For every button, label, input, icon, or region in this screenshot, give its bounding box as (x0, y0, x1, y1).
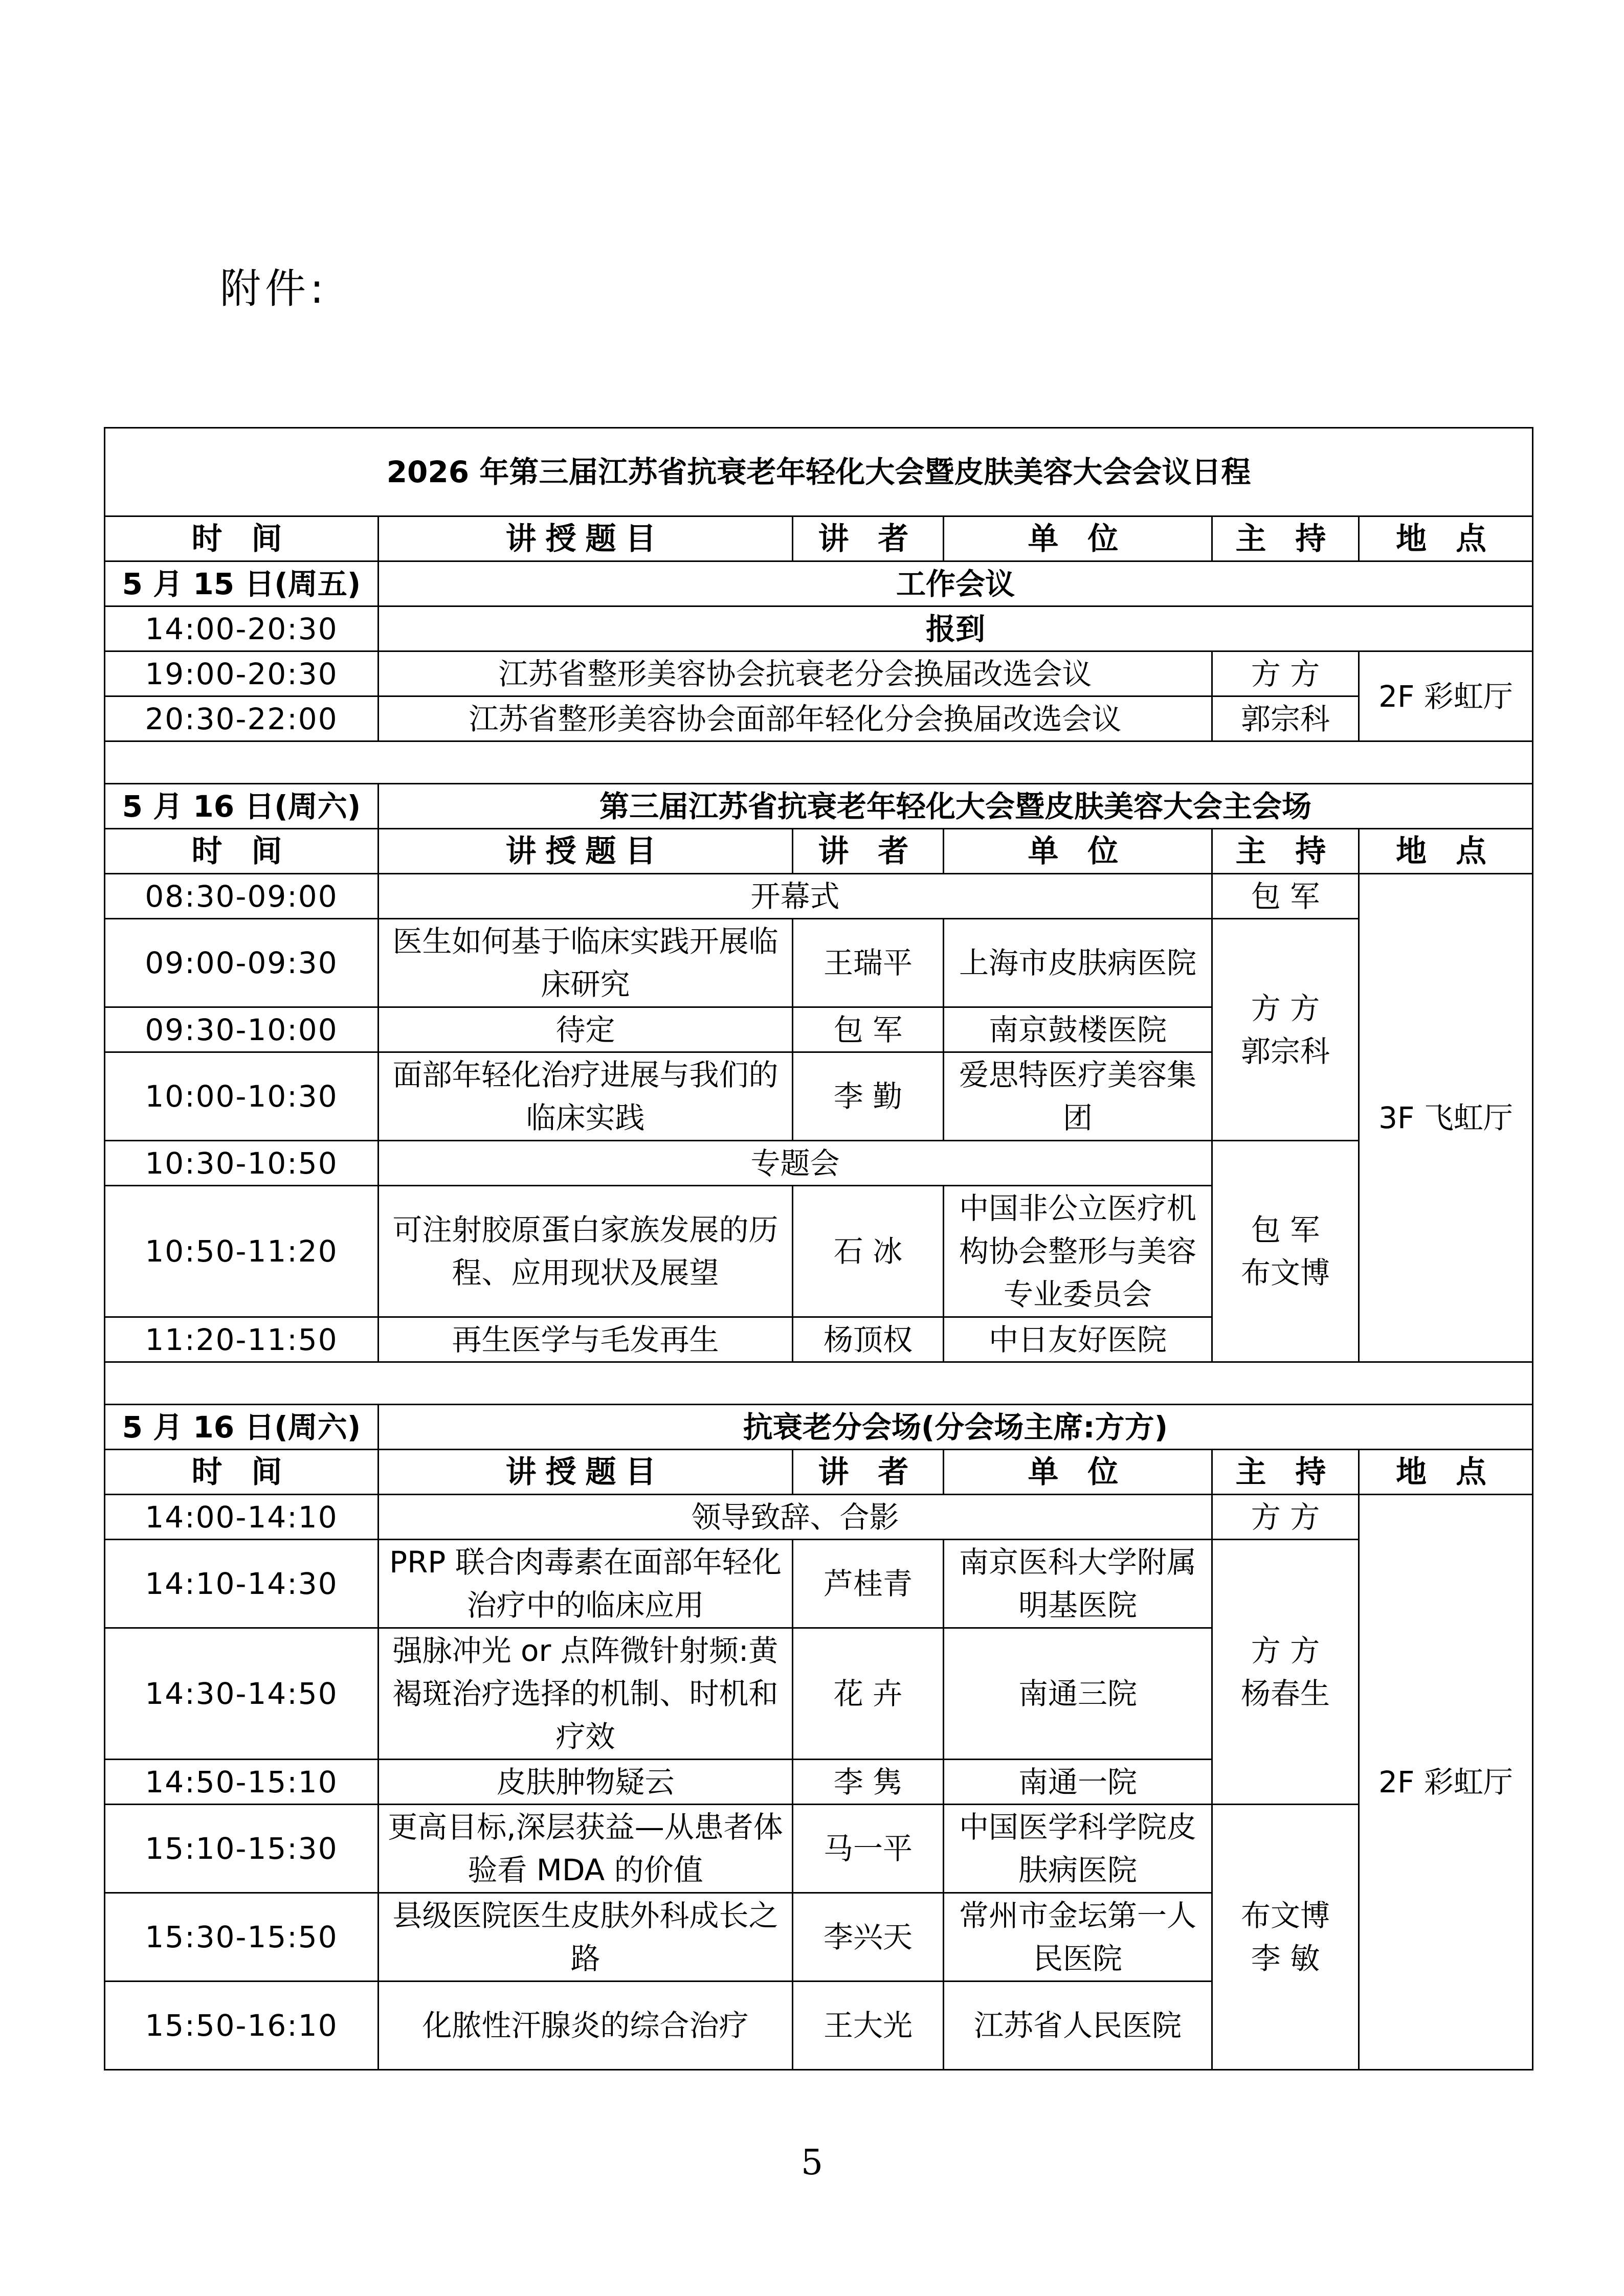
header-unit: 单 位 (944, 829, 1212, 874)
session-topic: PRP 联合肉毒素在面部年轻化治疗中的临床应用 (379, 1540, 793, 1628)
section-title: 抗衰老分会场(分会场主席:方方) (379, 1405, 1533, 1450)
session-time: 14:10-14:30 (105, 1540, 379, 1628)
session-time: 14:30-14:50 (105, 1628, 379, 1760)
session-speaker: 石 冰 (793, 1186, 944, 1317)
session-time: 10:30-10:50 (105, 1141, 379, 1186)
session-time: 09:30-10:00 (105, 1007, 379, 1052)
table-row (105, 1805, 1533, 1893)
session-unit: 常州市金坛第一人民医院 (944, 1893, 1212, 1982)
session-time: 14:00-20:30 (105, 606, 379, 651)
session-unit: 中国医学科学院皮肤病医院 (944, 1805, 1212, 1893)
day-row (105, 1405, 1533, 1450)
session-time: 15:50-16:10 (105, 1982, 379, 2070)
session-topic: 江苏省整形美容协会面部年轻化分会换届改选会议 (379, 696, 1212, 741)
table-row (105, 606, 1533, 651)
header-venue: 地 点 (1359, 829, 1533, 874)
session-time: 11:20-11:50 (105, 1317, 379, 1362)
header-speaker: 讲 者 (793, 516, 944, 561)
session-topic: 面部年轻化治疗进展与我们的临床实践 (379, 1052, 793, 1141)
session-topic: 专题会 (379, 1141, 1212, 1186)
session-topic: 报到 (379, 606, 1533, 651)
spacer-row (105, 741, 1533, 784)
spacer-cell (105, 741, 1533, 784)
session-topic: 江苏省整形美容协会抗衰老分会换届改选会议 (379, 651, 1212, 696)
session-unit: 南京鼓楼医院 (944, 1007, 1212, 1052)
table-row (105, 874, 1533, 919)
session-host: 方 方 杨春生 (1212, 1540, 1359, 1805)
session-host: 郭宗科 (1212, 696, 1359, 741)
title-row (105, 428, 1533, 516)
day-row (105, 561, 1533, 606)
session-topic: 再生医学与毛发再生 (379, 1317, 793, 1362)
header-host: 主 持 (1212, 1450, 1359, 1495)
session-host: 包 军 布文博 (1212, 1141, 1359, 1362)
table-row (105, 919, 1533, 1007)
day-date: 5 月 16 日(周六) (105, 1405, 379, 1450)
session-speaker: 杨顶权 (793, 1317, 944, 1362)
session-unit: 南通三院 (944, 1628, 1212, 1760)
session-speaker: 花 卉 (793, 1628, 944, 1760)
session-unit: 江苏省人民医院 (944, 1982, 1212, 2070)
session-topic: 领导致辞、合影 (379, 1495, 1212, 1540)
session-unit: 中国非公立医疗机构协会整形与美容专业委员会 (944, 1186, 1212, 1317)
session-unit: 爱思特医疗美容集团 (944, 1052, 1212, 1141)
header-venue: 地 点 (1359, 1450, 1533, 1495)
session-host: 方 方 (1212, 651, 1359, 696)
day-row (105, 784, 1533, 829)
session-topic: 待定 (379, 1007, 793, 1052)
header-speaker: 讲 者 (793, 1450, 944, 1495)
day-date: 5 月 16 日(周六) (105, 784, 379, 829)
session-topic: 皮肤肿物疑云 (379, 1760, 793, 1805)
session-speaker: 包 军 (793, 1007, 944, 1052)
session-time: 09:00-09:30 (105, 919, 379, 1007)
header-unit: 单 位 (944, 1450, 1212, 1495)
session-speaker: 李兴天 (793, 1893, 944, 1982)
session-host: 布文博 李 敏 (1212, 1805, 1359, 2070)
session-topic: 县级医院医生皮肤外科成长之路 (379, 1893, 793, 1982)
session-unit: 南京医科大学附属明基医院 (944, 1540, 1212, 1628)
session-topic: 化脓性汗腺炎的综合治疗 (379, 1982, 793, 2070)
session-time: 15:10-15:30 (105, 1805, 379, 1893)
header-venue: 地 点 (1359, 516, 1533, 561)
session-time: 14:00-14:10 (105, 1495, 379, 1540)
table-row (105, 651, 1533, 696)
schedule-title: 2026 年第三届江苏省抗衰老年轻化大会暨皮肤美容大会会议日程 (105, 428, 1533, 516)
spacer-cell (105, 1362, 1533, 1405)
header-speaker: 讲 者 (793, 829, 944, 874)
session-speaker: 李 勤 (793, 1052, 944, 1141)
day-date: 5 月 15 日(周五) (105, 561, 379, 606)
header-topic: 讲授题目 (379, 1450, 793, 1495)
session-time: 10:50-11:20 (105, 1186, 379, 1317)
header-unit: 单 位 (944, 516, 1212, 561)
header-time: 时 间 (105, 829, 379, 874)
session-host: 方 方 郭宗科 (1212, 919, 1359, 1141)
header-host: 主 持 (1212, 516, 1359, 561)
section-title: 工作会议 (379, 561, 1533, 606)
table-row (105, 1141, 1533, 1186)
session-speaker: 李 隽 (793, 1760, 944, 1805)
section-title: 第三届江苏省抗衰老年轻化大会暨皮肤美容大会主会场 (379, 784, 1533, 829)
session-time: 14:50-15:10 (105, 1760, 379, 1805)
session-venue: 2F 彩虹厅 (1359, 1495, 1533, 2070)
session-unit: 中日友好医院 (944, 1317, 1212, 1362)
session-topic: 开幕式 (379, 874, 1212, 919)
table-row (105, 696, 1533, 741)
page-number: 5 (800, 2143, 824, 2183)
spacer-row (105, 1362, 1533, 1405)
session-time: 15:30-15:50 (105, 1893, 379, 1982)
session-unit: 上海市皮肤病医院 (944, 919, 1212, 1007)
session-speaker: 芦桂青 (793, 1540, 944, 1628)
header-time: 时 间 (105, 1450, 379, 1495)
header-row (105, 516, 1533, 561)
schedule-table (104, 427, 1533, 2070)
header-time: 时 间 (105, 516, 379, 561)
session-unit: 南通一院 (944, 1760, 1212, 1805)
session-host: 包 军 (1212, 874, 1359, 919)
session-speaker: 王瑞平 (793, 919, 944, 1007)
session-topic: 可注射胶原蛋白家族发展的历程、应用现状及展望 (379, 1186, 793, 1317)
session-time: 08:30-09:00 (105, 874, 379, 919)
session-host: 方 方 (1212, 1495, 1359, 1540)
header-host: 主 持 (1212, 829, 1359, 874)
session-time: 10:00-10:30 (105, 1052, 379, 1141)
session-venue: 3F 飞虹厅 (1359, 874, 1533, 1362)
header-row (105, 1450, 1533, 1495)
table-row (105, 1495, 1533, 1540)
session-time: 19:00-20:30 (105, 651, 379, 696)
session-time: 20:30-22:00 (105, 696, 379, 741)
header-topic: 讲授题目 (379, 829, 793, 874)
attachment-label: 附件: (220, 265, 328, 312)
table-row (105, 1540, 1533, 1628)
header-topic: 讲授题目 (379, 516, 793, 561)
session-topic: 强脉冲光 or 点阵微针射频:黄褐斑治疗选择的机制、时机和疗效 (379, 1628, 793, 1760)
session-venue: 2F 彩虹厅 (1359, 651, 1533, 741)
header-row (105, 829, 1533, 874)
session-speaker: 王大光 (793, 1982, 944, 2070)
session-speaker: 马一平 (793, 1805, 944, 1893)
session-topic: 更高目标,深层获益—从患者体验看 MDA 的价值 (379, 1805, 793, 1893)
session-topic: 医生如何基于临床实践开展临床研究 (379, 919, 793, 1007)
